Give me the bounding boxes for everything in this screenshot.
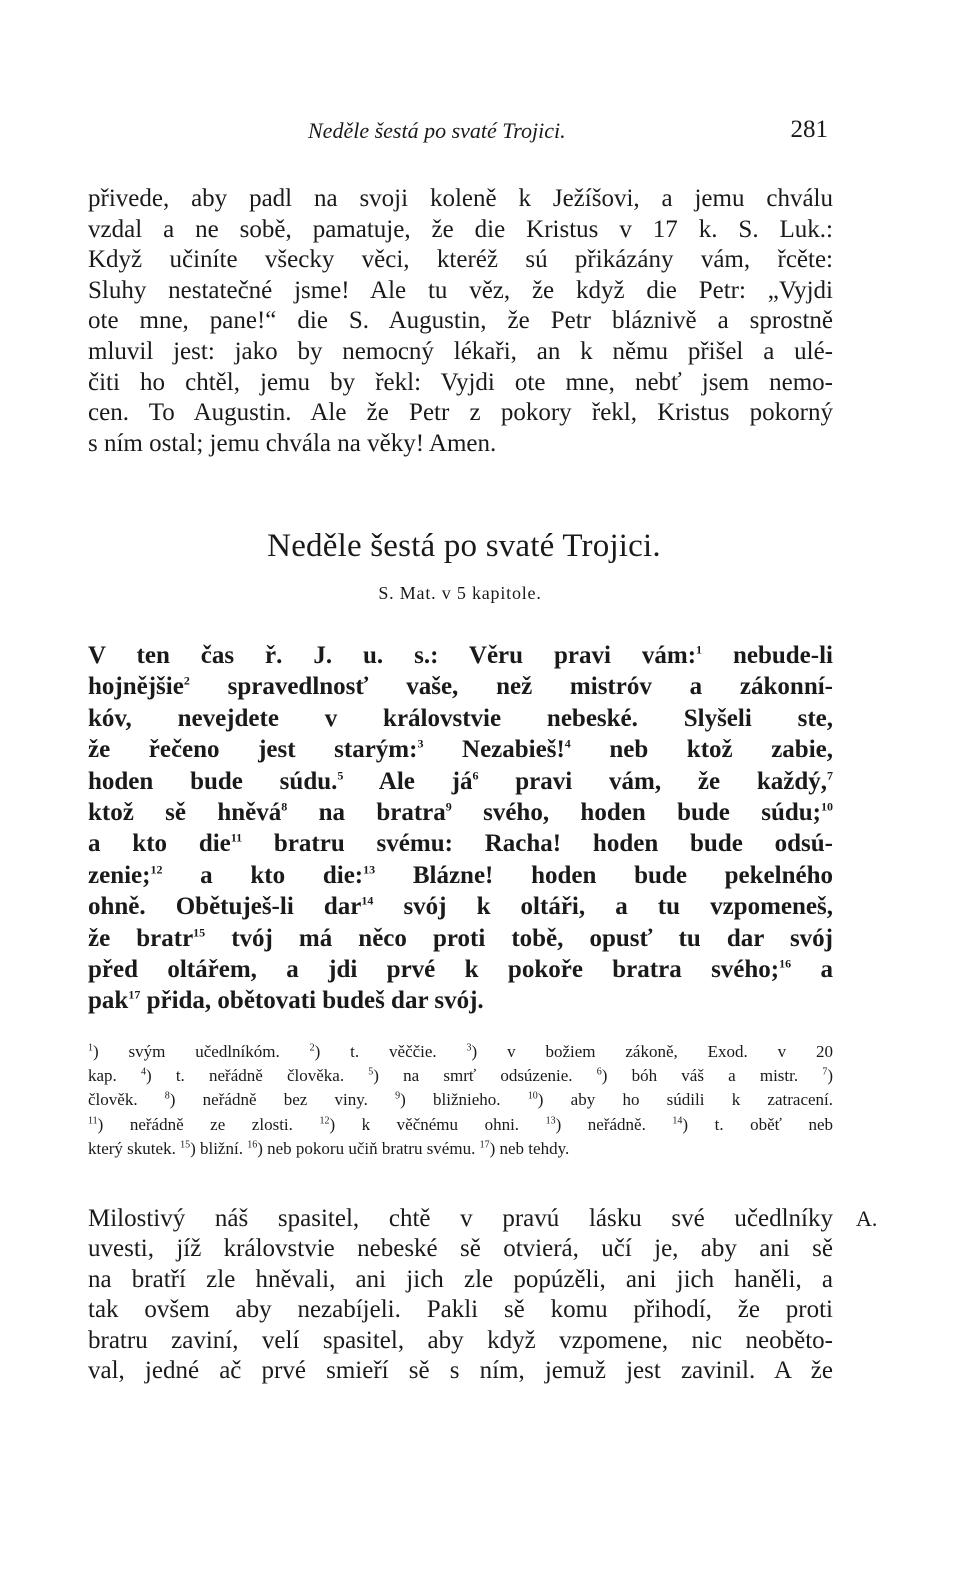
text-run: bratru svému: Racha! hoden bude odsú- [242,830,833,858]
text-run: ) t. oběť neb [682,1114,833,1134]
text-line: cen. To Augustin. Ale že Petr z pokory řekl, Kristus pokorný [88,399,833,427]
running-head [88,118,828,152]
gospel-text [88,640,833,1017]
text-run: zenie; [88,861,151,889]
gospel-line [88,828,833,859]
text-run: že bratr [88,924,194,952]
gospel-line [88,734,833,765]
footnote-line [88,1137,833,1161]
text-line: čiti ho chtěl, jemu by řekl: Vyjdi ote mne, nebť jsem nemo- [88,368,833,396]
footnotes [88,1040,833,1161]
footnote-marker: 4 [564,736,571,751]
footnote-marker: 2 [309,1042,315,1054]
footnote-marker: 8 [281,799,288,814]
commentary-line: val, jedné ač prvé smieří sě s ním, jemuž jest zavinil. A že [88,1356,833,1384]
footnote-marker: 10 [821,799,833,814]
gospel-line [88,766,833,797]
text-line: Když učiníte všecky věci, kteréž sú přikázány vám, řcěte: [88,246,833,274]
gospel-line [88,640,833,671]
footnote-marker: 11 [230,831,243,846]
text-run: Ale já [343,767,473,795]
footnote-marker: 15 [180,1139,191,1151]
text-line: mluvil jest: jako by nemocný lékaři, an k němu přišel a ulé- [88,337,833,365]
text-line: přivede, aby padl na svoji koleně k Ježíšovi, a jemu chválu [88,185,833,212]
text-run: ) bližní. [190,1138,248,1158]
footnote-marker: 7 [826,768,833,783]
gospel-line [88,671,833,702]
text-run: svého, hoden bude súdu; [451,798,821,826]
footnote-marker: 7 [822,1066,828,1078]
footnote-marker: 10 [527,1090,538,1102]
footnote-marker: 5 [337,768,344,783]
footnote-marker: 6 [596,1066,602,1078]
text-run: ohně. Obětuješ-li dar [88,893,362,921]
footnote-marker: 14 [672,1114,683,1126]
footnote-marker: 9 [395,1090,401,1102]
footnote-marker: 17 [128,987,141,1002]
footnote-line [88,1088,833,1112]
text-run: ) neřádně ze zlosti. [97,1114,320,1134]
text-run: ) bližnieho. [400,1090,528,1110]
text-line: Sluhy nestatečné jsme! Ale tu věz, že když die Petr: „Vyjdi [88,276,833,304]
text-run: ) svým učedlníkóm. [93,1042,310,1061]
section-title: Neděle šestá po svaté Trojici. [267,528,661,564]
text-run: pak [88,987,129,1015]
footnote-marker: 2 [183,674,190,689]
text-run: kap. [88,1066,141,1086]
footnote-marker: 12 [150,862,163,877]
margin-mark: A. [856,1206,878,1231]
commentary-text [88,1204,833,1386]
text-run: ktož sě hněvá [88,798,282,826]
gospel-line [88,703,833,734]
footnote-marker: 12 [319,1114,330,1126]
text-run: kóv, nevejdete v královstvie nebeské. Slyšeli ste, [88,704,833,732]
text-run: Blázne! hoden bude pekelného [375,861,833,889]
footnote-marker: 14 [361,893,374,908]
footnote-marker: 16 [247,1139,258,1151]
footnote-marker: 11 [88,1114,98,1126]
footnote-marker: 8 [164,1090,170,1102]
footnote-marker: 6 [472,768,479,783]
text-run: hoden bude súdu. [88,767,338,795]
text-run: a kto die [88,830,231,858]
footnote-marker: 17 [479,1139,490,1151]
gospel-line [88,985,833,1016]
text-run: ) [827,1066,833,1086]
commentary-line: na bratří zle hněvali, ani jich zle popúzěli, ani jich haněli, a [88,1265,833,1293]
text-run: ) na smrť odsúzenie. [373,1066,597,1086]
footnote-marker: 1 [88,1042,93,1054]
text-line: vzdal a ne sobě, pamatuje, že die Kristus v 17 k. S. Luk.: [88,215,833,243]
running-title: Neděle šestá po svaté Trojici. [308,118,566,143]
text-run: a [791,955,833,983]
footnote-marker: 13 [363,862,376,877]
footnote-marker: 13 [545,1114,556,1126]
gospel-line [88,860,833,891]
text-run: ) k věčnému ohni. [329,1114,546,1134]
footnote-marker: 3 [417,736,424,751]
commentary-line: tak ovšem aby nezabíjeli. Pakli sě komu přihodí, že proti [88,1296,833,1324]
text-run: ) neřádně bez viny. [169,1090,396,1110]
commentary-line: Milostivý náš spasitel, chtě v pravú lásku své učedlníky [88,1205,833,1232]
gospel-line [88,923,833,954]
footnote-line [88,1040,833,1064]
gospel-line [88,891,833,922]
gospel-line [88,954,833,985]
footnote-marker: 4 [140,1066,146,1078]
gospel-reference: S. Mat. v 5 kapitole. [378,583,542,603]
text-run: ) v božiem zákoně, Exod. v 20 [471,1042,834,1061]
footnote-marker: 9 [445,799,452,814]
text-run: a kto die: [162,861,364,889]
text-run: před oltářem, a jdi prvé k pokoře bratra svého; [88,955,780,983]
text-run: přida, obětovati budeš dar svój. [140,987,484,1015]
text-run: ) t. neřádně člověka. [145,1066,369,1086]
footnote-line [88,1113,833,1137]
footnote-marker: 16 [779,956,792,971]
text-run: ) neb tehdy. [489,1138,570,1158]
text-run: ) bóh váš a mistr. [601,1066,823,1086]
text-run: hojnějšie [88,673,184,701]
text-run: Nezabieš! [423,736,565,764]
text-run: člověk. [88,1090,165,1110]
page-number: 281 [790,116,828,143]
footnote-marker: 3 [466,1042,472,1054]
text-run: ) aby ho súdili k zatracení. [537,1090,834,1110]
text-run: který skutek. [88,1138,181,1158]
text-run: že řečeno jest starým: [88,736,418,764]
commentary-line: bratru zaviní, velí spasitel, aby když vzpomene, nic neoběto- [88,1326,833,1354]
text-run: nebude-li [702,642,833,669]
section-heading [0,528,960,604]
text-run: V ten čas ř. J. u. s.: Věru pravi vám: [88,642,697,669]
preceding-text [88,184,833,459]
text-run: spravedlnosť vaše, než mistróv a zákonní- [189,673,833,701]
commentary-line: uvesti, jíž královstvie nebeské sě otvierá, učí je, aby ani sě [88,1235,833,1263]
gospel-line [88,797,833,828]
text-line: s ním ostal; jemu chvála na věky! Amen. [88,429,497,457]
text-run: ) neřádně. [555,1114,673,1134]
footnote-marker: 15 [193,925,206,940]
text-run: ) neb pokoru učiň bratru svému. [257,1138,480,1158]
footnote-marker: 1 [696,642,703,657]
footnote-marker: 5 [368,1066,374,1078]
text-run: na bratra [287,798,446,826]
text-line: ote mne, pane!“ die S. Augustin, že Petr bláznivě a sprostně [88,307,833,335]
text-run: neb ktož zabie, [570,736,833,764]
footnote-line [88,1064,833,1088]
text-run: ) t. věččie. [314,1042,467,1061]
text-run: tvój má něco proti tobě, opusť tu dar svój [205,924,833,952]
text-run: pravi vám, že každý, [478,767,827,795]
text-run: svój k oltáři, a tu vzpomeneš, [373,893,833,921]
